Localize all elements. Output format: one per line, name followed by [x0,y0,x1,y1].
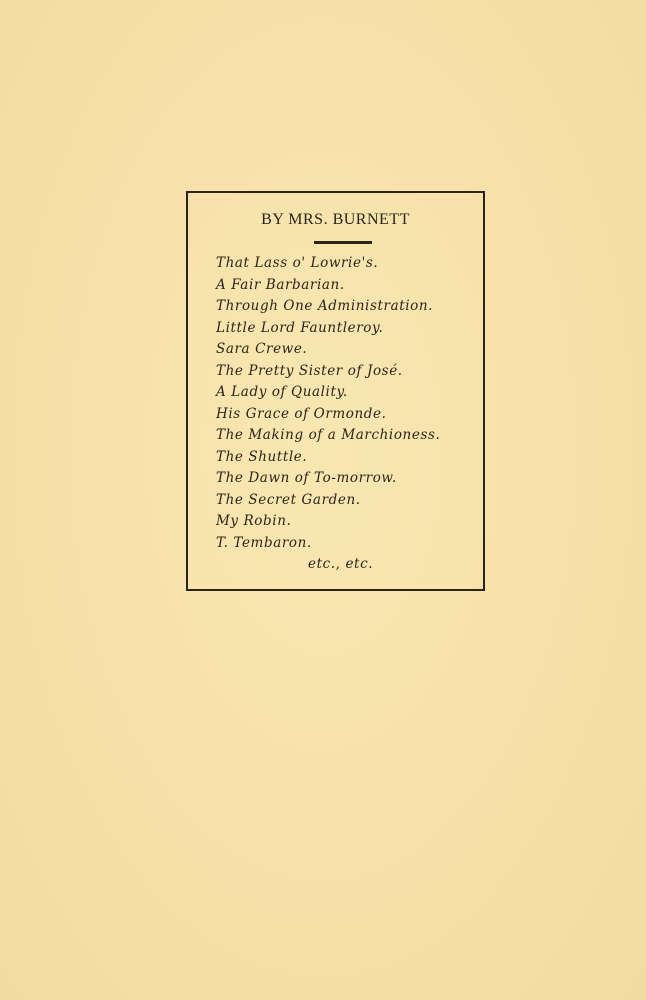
author-heading: BY MRS. BURNETT [261,211,410,228]
title-item: My Robin. [216,513,292,529]
etc-text: etc., etc. [308,556,374,572]
title-item: T. Tembaron. [216,534,312,551]
title-item: The Secret Garden. [216,491,361,508]
heading-rule [314,241,372,244]
author-works-box [186,191,485,591]
title-item: A Lady of Quality. [216,384,348,400]
title-item: Little Lord Fauntleroy. [216,319,384,336]
title-item: The Shuttle. [216,448,308,465]
title-item: The Pretty Sister of José. [216,362,403,379]
title-item: The Making of a Marchioness. [216,427,441,443]
titles-list [216,253,440,554]
title-item: The Dawn of To-morrow. [216,470,397,486]
title-item: Through One Administration. [216,298,434,314]
title-item: That Lass o' Lowrie's. [216,255,379,271]
title-item: A Fair Barbarian. [216,276,345,293]
title-item: His Grace of Ormonde. [216,405,387,422]
title-item: Sara Crewe. [216,341,308,357]
